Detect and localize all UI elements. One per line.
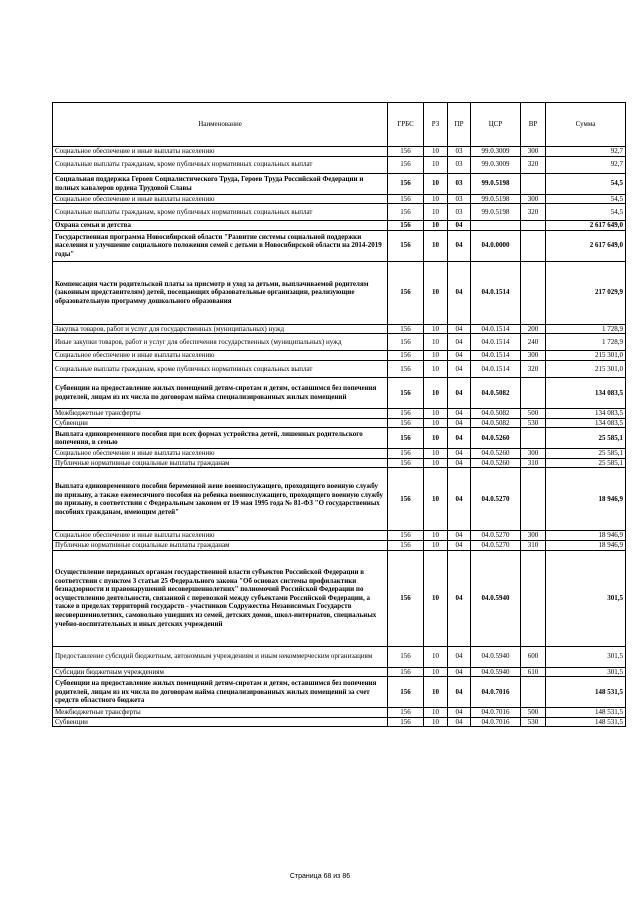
- header-rz: РЗ: [424, 103, 448, 147]
- cell-rz: 10: [424, 204, 448, 221]
- table-row: [53, 677, 626, 708]
- cell-name: Межбюджетные трансферты: [53, 708, 388, 718]
- cell-pr: 03: [448, 147, 471, 157]
- cell-grbs: 156: [388, 418, 424, 428]
- cell-name: Субвенции: [53, 717, 388, 727]
- cell-vr: 300: [521, 194, 546, 204]
- table-row: [53, 428, 626, 449]
- cell-sum: 2 617 649,0: [546, 221, 626, 231]
- cell-vr: 300: [521, 531, 546, 541]
- table-row: [53, 173, 626, 194]
- cell-pr: 04: [448, 540, 471, 550]
- cell-pr: 04: [448, 408, 471, 418]
- cell-vr: [521, 677, 546, 708]
- cell-rz: 10: [424, 550, 448, 646]
- cell-vr: 300: [521, 147, 546, 157]
- header-sum: Сумма: [546, 103, 626, 147]
- cell-pr: 04: [448, 708, 471, 718]
- cell-csr: 04.0.7016: [471, 677, 521, 708]
- table-row: [53, 550, 626, 646]
- table-row: [53, 230, 626, 261]
- cell-grbs: 156: [388, 677, 424, 708]
- table-body: [53, 147, 626, 727]
- cell-sum: 148 531,5: [546, 717, 626, 727]
- cell-vr: [521, 428, 546, 449]
- cell-vr: 200: [521, 324, 546, 334]
- cell-pr: 03: [448, 204, 471, 221]
- cell-name: Охрана семьи и детства: [53, 221, 388, 231]
- cell-name: Публичные нормативные социальные выплаты гражданам: [53, 540, 388, 550]
- cell-rz: 10: [424, 717, 448, 727]
- cell-vr: 240: [521, 334, 546, 351]
- table-row: [53, 717, 626, 727]
- cell-sum: 134 083,5: [546, 418, 626, 428]
- cell-pr: 04: [448, 377, 471, 408]
- cell-sum: 25 585,1: [546, 428, 626, 449]
- cell-vr: 310: [521, 540, 546, 550]
- cell-name: Осуществление переданных органам государственной власти субъектов Российской Федерации в соответствии с пунктом 3 статьи 25 Федерального закона "Об основах системы профилактики безнадзорности и правонарушений несовершеннолетних" полномочий Российской Федерации по осуществлению деятельности, связанной с перевозкой между субъектами Российской Федерации, а также в пределах территорий государств - участников Содружества Независимых Государств несовершеннолетних, самовольно ушедших из семей, детских домов, школ-интернатов, специальных учебно-воспитательных и иных детских учреждений: [53, 550, 388, 646]
- cell-rz: 10: [424, 646, 448, 667]
- cell-rz: 10: [424, 360, 448, 377]
- cell-sum: 217 029,9: [546, 261, 626, 324]
- cell-csr: 04.0.7016: [471, 708, 521, 718]
- cell-name: Социальное обеспечение и иные выплаты населению: [53, 194, 388, 204]
- cell-pr: 03: [448, 194, 471, 204]
- cell-csr: 04.0.7016: [471, 717, 521, 727]
- table-header-row: [53, 103, 626, 147]
- cell-sum: 148 531,5: [546, 708, 626, 718]
- cell-grbs: 156: [388, 428, 424, 449]
- table-row: [53, 418, 626, 428]
- page-number: Страница 68 из 86: [289, 873, 351, 880]
- table-row: [53, 667, 626, 677]
- table-row: [53, 147, 626, 157]
- cell-sum: 92,7: [546, 156, 626, 173]
- cell-grbs: 156: [388, 156, 424, 173]
- cell-grbs: 156: [388, 194, 424, 204]
- cell-csr: 99.0.3009: [471, 156, 521, 173]
- header-csr: ЦСР: [471, 103, 521, 147]
- cell-sum: 92,7: [546, 147, 626, 157]
- cell-sum: 25 585,1: [546, 449, 626, 459]
- cell-name: Социальное обеспечение и иные выплаты населению: [53, 531, 388, 541]
- cell-sum: 18 946,9: [546, 540, 626, 550]
- cell-pr: 04: [448, 334, 471, 351]
- cell-grbs: 156: [388, 449, 424, 459]
- cell-grbs: 156: [388, 147, 424, 157]
- table-row: [53, 156, 626, 173]
- cell-csr: 04.0.5270: [471, 540, 521, 550]
- cell-sum: 1 728,9: [546, 334, 626, 351]
- cell-csr: 04.0.5082: [471, 408, 521, 418]
- table-row: [53, 194, 626, 204]
- cell-vr: 600: [521, 646, 546, 667]
- cell-name: Публичные нормативные социальные выплаты гражданам: [53, 458, 388, 468]
- cell-sum: 54,5: [546, 194, 626, 204]
- budget-table: [52, 102, 626, 727]
- table-row: [53, 204, 626, 221]
- cell-name: Иные закупки товаров, работ и услуг для обеспечения государственных (муниципальных) нужд: [53, 334, 388, 351]
- cell-name: Социальные выплаты гражданам, кроме публичных нормативных социальных выплат: [53, 360, 388, 377]
- cell-rz: 10: [424, 449, 448, 459]
- cell-csr: 04.0.5260: [471, 428, 521, 449]
- cell-grbs: 156: [388, 221, 424, 231]
- table-row: [53, 360, 626, 377]
- cell-pr: 04: [448, 531, 471, 541]
- cell-rz: 10: [424, 221, 448, 231]
- cell-vr: 310: [521, 458, 546, 468]
- cell-csr: 04.0.5940: [471, 646, 521, 667]
- cell-rz: 10: [424, 334, 448, 351]
- cell-name: Предоставление субсидий бюджетным, автономным учреждениям и иным некоммерческим организациям: [53, 646, 388, 667]
- cell-vr: [521, 468, 546, 531]
- cell-sum: 134 083,5: [546, 377, 626, 408]
- cell-csr: 99.0.5198: [471, 194, 521, 204]
- cell-grbs: 156: [388, 458, 424, 468]
- cell-pr: 04: [448, 550, 471, 646]
- cell-sum: 215 301,0: [546, 360, 626, 377]
- cell-vr: 500: [521, 408, 546, 418]
- cell-csr: 04.0.5270: [471, 468, 521, 531]
- cell-pr: 03: [448, 173, 471, 194]
- cell-pr: 04: [448, 324, 471, 334]
- cell-name: Закупка товаров, работ и услуг для государственных (муниципальных) нужд: [53, 324, 388, 334]
- cell-csr: 04.0.5082: [471, 418, 521, 428]
- header-name: Наименование: [53, 103, 388, 147]
- cell-pr: 04: [448, 230, 471, 261]
- cell-vr: 300: [521, 449, 546, 459]
- cell-rz: 10: [424, 408, 448, 418]
- cell-csr: 04.0.1514: [471, 261, 521, 324]
- cell-sum: 54,5: [546, 173, 626, 194]
- cell-rz: 10: [424, 230, 448, 261]
- cell-csr: 99.0.3009: [471, 147, 521, 157]
- header-vr: ВР: [521, 103, 546, 147]
- cell-name: Выплата единовременного пособия при всех формах устройства детей, лишенных родительского попечения, в семью: [53, 428, 388, 449]
- cell-sum: 18 946,9: [546, 468, 626, 531]
- cell-rz: 10: [424, 173, 448, 194]
- cell-sum: 134 083,5: [546, 408, 626, 418]
- cell-sum: 2 617 649,0: [546, 230, 626, 261]
- cell-csr: 99.0.5198: [471, 204, 521, 221]
- cell-rz: 10: [424, 261, 448, 324]
- cell-grbs: 156: [388, 324, 424, 334]
- cell-grbs: 156: [388, 173, 424, 194]
- cell-name: Социальные выплаты гражданам, кроме публичных нормативных социальных выплат: [53, 156, 388, 173]
- cell-csr: 04.0.1514: [471, 334, 521, 351]
- cell-vr: [521, 377, 546, 408]
- cell-vr: 300: [521, 351, 546, 361]
- cell-name: Субвенции на предоставление жилых помещений детям-сиротам и детям, оставшимся без попечения родителей, лицам из их числа по договорам найма специализированных жилых помещений: [53, 377, 388, 408]
- cell-rz: 10: [424, 194, 448, 204]
- cell-rz: 10: [424, 667, 448, 677]
- cell-rz: 10: [424, 540, 448, 550]
- cell-sum: 301,5: [546, 550, 626, 646]
- table-row: [53, 708, 626, 718]
- cell-grbs: 156: [388, 334, 424, 351]
- header-grbs: ГРБС: [388, 103, 424, 147]
- cell-grbs: 156: [388, 646, 424, 667]
- cell-name: Социальное обеспечение и иные выплаты населению: [53, 147, 388, 157]
- table-row: [53, 334, 626, 351]
- cell-rz: 10: [424, 458, 448, 468]
- cell-rz: 10: [424, 156, 448, 173]
- cell-name: Субсидии бюджетным учреждениям: [53, 667, 388, 677]
- cell-vr: 320: [521, 360, 546, 377]
- cell-pr: 04: [448, 351, 471, 361]
- cell-csr: 04.0.5270: [471, 531, 521, 541]
- cell-pr: 03: [448, 156, 471, 173]
- cell-vr: 530: [521, 418, 546, 428]
- cell-name: Социальные выплаты гражданам, кроме публичных нормативных социальных выплат: [53, 204, 388, 221]
- table-row: [53, 324, 626, 334]
- cell-name: Социальное обеспечение и иные выплаты населению: [53, 449, 388, 459]
- cell-csr: 04.0.1514: [471, 360, 521, 377]
- cell-sum: 301,5: [546, 646, 626, 667]
- cell-rz: 10: [424, 531, 448, 541]
- cell-grbs: 156: [388, 531, 424, 541]
- cell-sum: 301,5: [546, 667, 626, 677]
- cell-name: Межбюджетные трансферты: [53, 408, 388, 418]
- cell-rz: 10: [424, 468, 448, 531]
- table-row: [53, 351, 626, 361]
- table-row: [53, 221, 626, 231]
- cell-rz: 10: [424, 377, 448, 408]
- table-row: [53, 540, 626, 550]
- cell-rz: 10: [424, 351, 448, 361]
- cell-pr: 04: [448, 428, 471, 449]
- cell-sum: 1 728,9: [546, 324, 626, 334]
- cell-vr: 320: [521, 204, 546, 221]
- cell-csr: 04.0.1514: [471, 351, 521, 361]
- cell-vr: [521, 173, 546, 194]
- cell-rz: 10: [424, 428, 448, 449]
- cell-vr: 500: [521, 708, 546, 718]
- cell-csr: 04.0.5940: [471, 550, 521, 646]
- cell-name: Социальное обеспечение и иные выплаты населению: [53, 351, 388, 361]
- cell-rz: 10: [424, 418, 448, 428]
- cell-pr: 04: [448, 468, 471, 531]
- cell-csr: 04.0.1514: [471, 324, 521, 334]
- cell-vr: [521, 221, 546, 231]
- cell-vr: 320: [521, 156, 546, 173]
- cell-name: Социальная поддержка Героев Социалистического Труда, Героев Труда Российской Федерации и полных кавалеров ордена Трудовой Славы: [53, 173, 388, 194]
- cell-grbs: 156: [388, 468, 424, 531]
- cell-sum: 18 946,9: [546, 531, 626, 541]
- table-row: [53, 261, 626, 324]
- cell-csr: 04.0.5082: [471, 377, 521, 408]
- cell-pr: 04: [448, 261, 471, 324]
- cell-name: Выплата единовременного пособия беременной жене военнослужащего, проходящего военную службу по призыву, а также ежемесячного пособия на ребенка военнослужащего, проходящего военную службу по призыву, в соответствии с Федеральным законом от 19 мая 1995 года № 81-ФЗ "О государственных пособиях гражданам, имеющим детей": [53, 468, 388, 531]
- cell-csr: 04.0.5260: [471, 449, 521, 459]
- header-pr: ПР: [448, 103, 471, 147]
- cell-grbs: 156: [388, 708, 424, 718]
- cell-vr: 530: [521, 717, 546, 727]
- cell-sum: 215 301,0: [546, 351, 626, 361]
- cell-pr: 04: [448, 677, 471, 708]
- cell-csr: 99.0.5198: [471, 173, 521, 194]
- cell-grbs: 156: [388, 667, 424, 677]
- cell-grbs: 156: [388, 204, 424, 221]
- cell-rz: 10: [424, 708, 448, 718]
- cell-pr: 04: [448, 667, 471, 677]
- cell-grbs: 156: [388, 717, 424, 727]
- table-row: [53, 468, 626, 531]
- cell-rz: 10: [424, 147, 448, 157]
- cell-pr: 04: [448, 646, 471, 667]
- cell-vr: [521, 550, 546, 646]
- cell-grbs: 156: [388, 408, 424, 418]
- cell-grbs: 156: [388, 550, 424, 646]
- table-row: [53, 531, 626, 541]
- table-row: [53, 377, 626, 408]
- cell-rz: 10: [424, 324, 448, 334]
- cell-vr: [521, 230, 546, 261]
- cell-pr: 04: [448, 221, 471, 231]
- cell-pr: 04: [448, 418, 471, 428]
- cell-name: Субвенции: [53, 418, 388, 428]
- cell-grbs: 156: [388, 360, 424, 377]
- cell-csr: 04.0.5260: [471, 458, 521, 468]
- cell-grbs: 156: [388, 540, 424, 550]
- cell-name: Субвенции на предоставление жилых помещений детям-сиротам и детям, оставшимся без попечения родителей, лицам из их числа по договорам найма специализированных жилых помещений за счет средств областного бюджета: [53, 677, 388, 708]
- cell-pr: 04: [448, 717, 471, 727]
- cell-grbs: 156: [388, 377, 424, 408]
- cell-name: Компенсация части родительской платы за присмотр и уход за детьми, выплачиваемой родителям (законным представителям) детей, посещающих образовательные организации, реализующие образовательную программу дошкольного образования: [53, 261, 388, 324]
- cell-pr: 04: [448, 449, 471, 459]
- cell-name: Государственная программа Новосибирской области "Развитие системы социальной поддержки населения и улучшение социального положения семей с детьми в Новосибирской области на 2014-2019 годы": [53, 230, 388, 261]
- cell-csr: [471, 221, 521, 231]
- cell-grbs: 156: [388, 261, 424, 324]
- table-row: [53, 449, 626, 459]
- cell-sum: 54,5: [546, 204, 626, 221]
- table-row: [53, 408, 626, 418]
- cell-grbs: 156: [388, 351, 424, 361]
- budget-table-container: [52, 102, 625, 727]
- table-row: [53, 458, 626, 468]
- table-row: [53, 646, 626, 667]
- cell-csr: 04.0.5940: [471, 667, 521, 677]
- cell-grbs: 156: [388, 230, 424, 261]
- cell-pr: 04: [448, 458, 471, 468]
- cell-vr: [521, 261, 546, 324]
- cell-csr: 04.0.0000: [471, 230, 521, 261]
- cell-rz: 10: [424, 677, 448, 708]
- cell-sum: 148 531,5: [546, 677, 626, 708]
- cell-sum: 25 585,1: [546, 458, 626, 468]
- cell-pr: 04: [448, 360, 471, 377]
- cell-vr: 610: [521, 667, 546, 677]
